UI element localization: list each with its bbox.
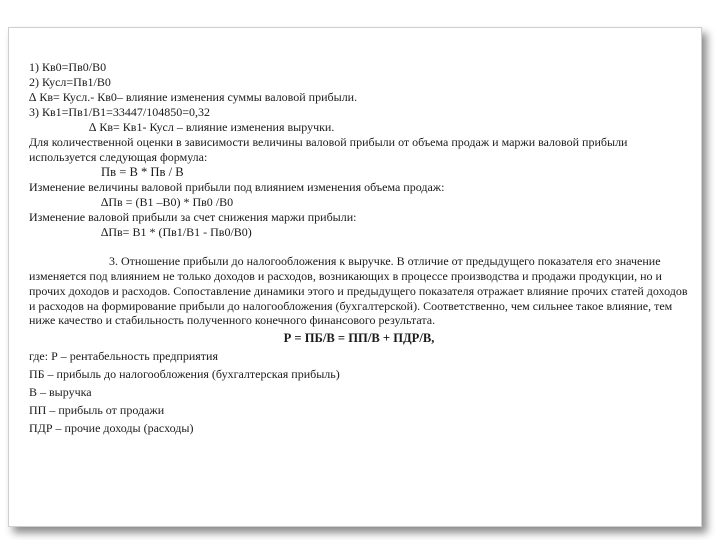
slide-content <box>29 60 689 436</box>
formula-line-4: 3) Кв1=Пв1/В1=33447/104850=0,32 <box>29 105 210 119</box>
slide-frame <box>8 27 702 527</box>
intro-paragraph: Для количественной оценки в зависимости величины валовой прибыли от объема продаж и маржи валовой прибыли используется следующая формула: <box>29 135 628 164</box>
definition-pb: ПБ – прибыль до налогообложения (бухгалтерская прибыль) <box>29 367 340 382</box>
section-3-paragraph: 3. Отношение прибыли до налогообложения к выручке. В отличие от предыдущего показателя его значение изменяется под влиянием не только доходов и расходов, возникающих в процессе производства и продажи продукции, но и прочих доходов и расходов. Сопоставление динамики этого и предыдущего показателя отражает влияние прочих статей доходов и расходов на формирование прибыли до налогообложения (бухгалтерской). Соответственно, чем сильнее такое влияние, тем ниже качество и стабильность полученного конечного финансового результата. <box>29 253 688 328</box>
margin-change-text: Изменение валовой прибыли за счет снижения маржи прибыли: <box>29 209 357 224</box>
formula-margin-change: ∆Пв= В1 * (Пв1/В1 - Пв0/В0) <box>101 224 252 239</box>
formula-line-5: ∆ Кв= Кв1- Кусл – влияние изменения выручки. <box>89 120 335 134</box>
formula-line-3: ∆ Кв= Кусл.- Кв0– влияние изменения суммы валовой прибыли. <box>29 90 358 104</box>
formula-line-2: 2) Кусл=Пв1/В0 <box>29 75 111 89</box>
formula-gross-profit: Пв = В * Пв / В <box>101 164 184 179</box>
formula-volume-change: ∆Пв = (В1 –В0) * Пв0 /В0 <box>101 194 234 209</box>
definition-pdr: ПДР – прочие доходы (расходы) <box>29 421 194 436</box>
section-3-formula: Р = ПБ/В = ПП/В + ПДР/В, <box>283 331 435 346</box>
formula-line-1: 1) Кв0=Пв0/В0 <box>29 60 107 74</box>
definition-v: В – выручка <box>29 385 92 400</box>
volume-change-text: Изменение величины валовой прибыли под влиянием изменения объема продаж: <box>29 179 445 194</box>
definition-where: где: Р – рентабельность предприятия <box>29 349 218 364</box>
definition-pp: ПП – прибыль от продажи <box>29 403 165 418</box>
